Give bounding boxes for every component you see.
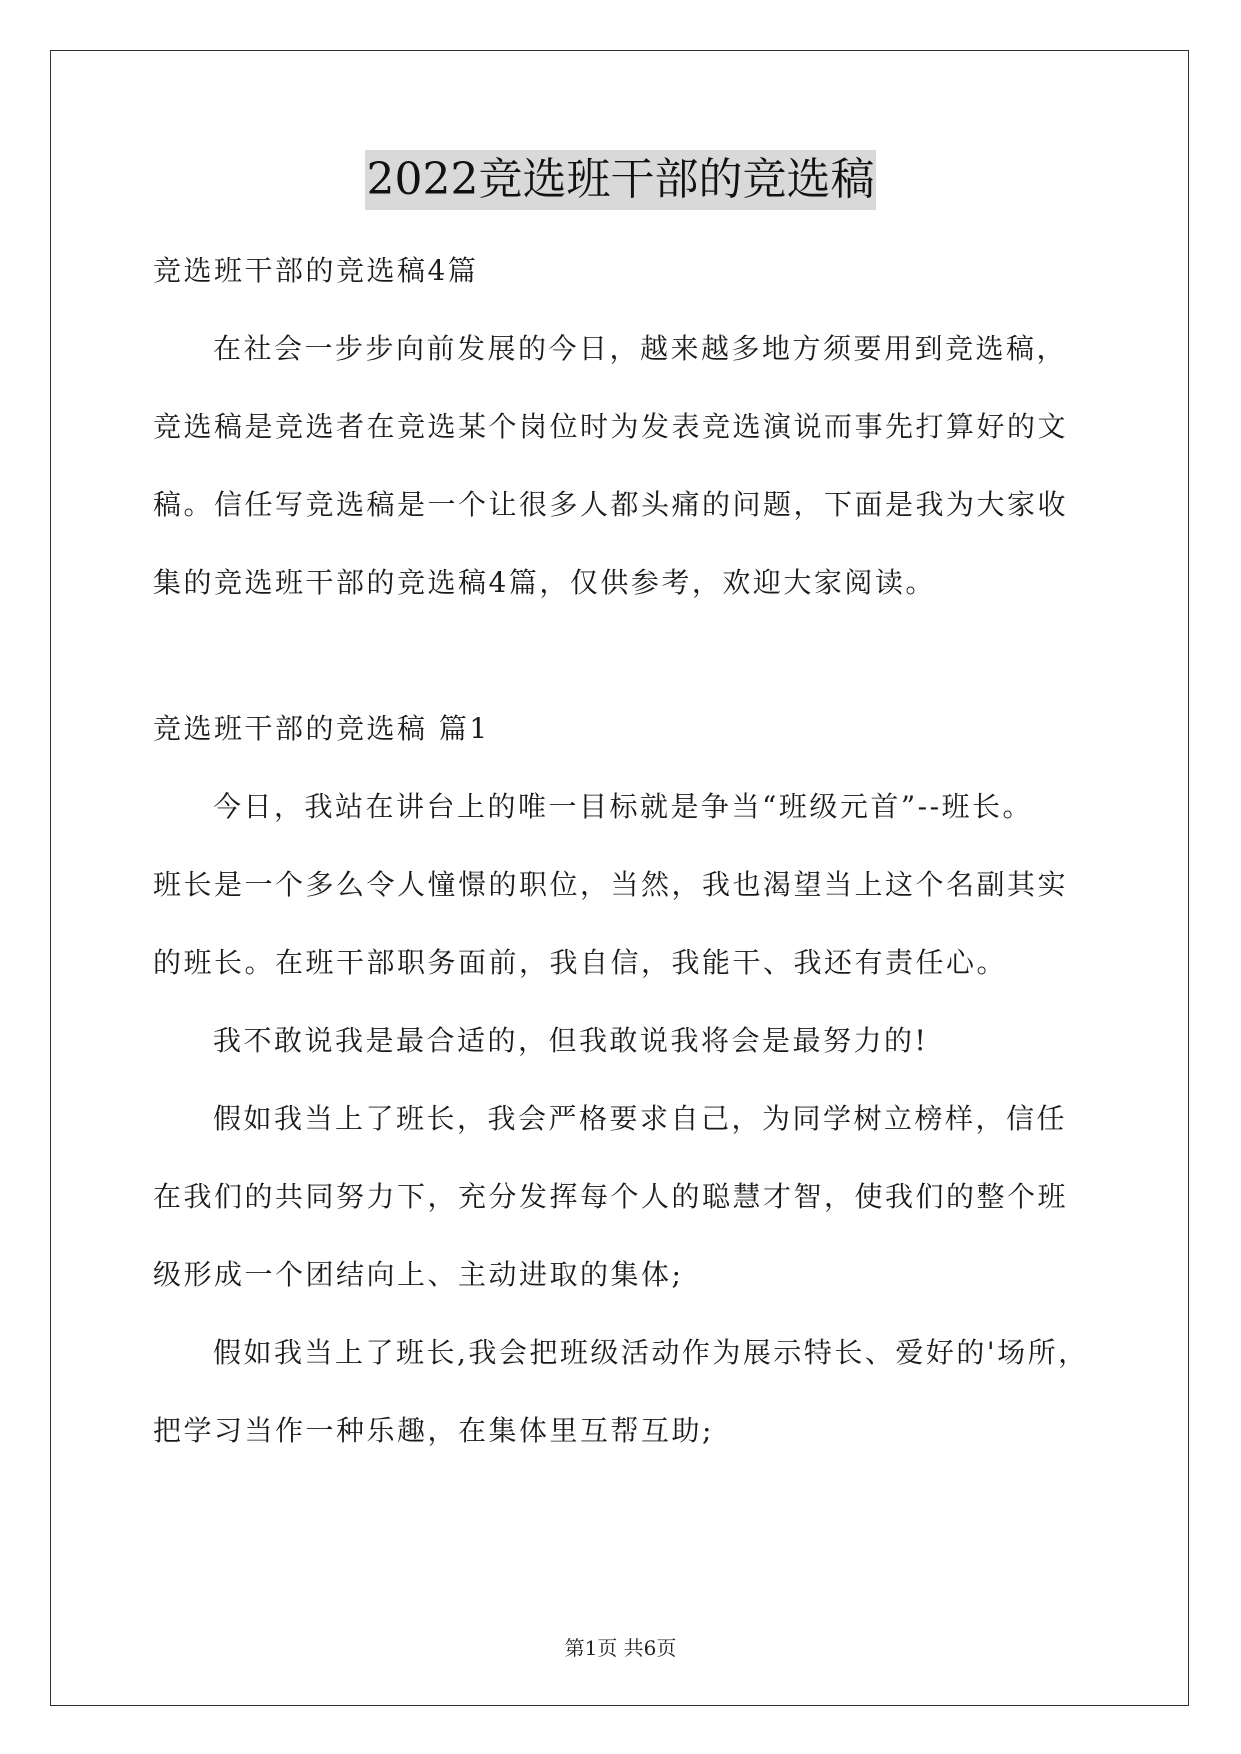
paragraph-line: 在我们的共同努力下，充分发挥每个人的聪慧才智，使我们的整个班 — [153, 1180, 1069, 1213]
paragraph-line: 级形成一个团结向上、主动进取的集体; — [153, 1258, 684, 1291]
intro-line: 稿。信任写竞选稿是一个让很多人都头痛的问题，下面是我为大家收 — [153, 488, 1069, 521]
section-spacer — [153, 622, 1093, 690]
document-body — [153, 232, 1093, 1470]
paragraph-line: 今日，我站在讲台上的唯一目标就是争当“班级元首”--班长。 — [213, 790, 1034, 823]
paragraph-line: 我不敢说我是最合适的，但我敢说我将会是最努力的! — [213, 1024, 929, 1057]
title-container — [0, 150, 1241, 210]
section-heading: 竞选班干部的竞选稿 篇1 — [153, 712, 490, 745]
intro-line: 在社会一步步向前发展的今日，越来越多地方须要用到竞选稿， — [213, 332, 1068, 365]
paragraph-line: 假如我当上了班长,我会把班级活动作为展示特长、爱好的'场所， — [213, 1336, 1089, 1369]
page-number-footer: 第1页 共6页 — [564, 1636, 677, 1660]
document-subtitle: 竞选班干部的竞选稿4篇 — [153, 254, 479, 287]
intro-line: 集的竞选班干部的竞选稿4篇，仅供参考，欢迎大家阅读。 — [153, 566, 936, 599]
paragraph-line: 班长是一个多么令人憧憬的职位，当然，我也渴望当上这个名副其实 — [153, 868, 1069, 901]
paragraph-line: 假如我当上了班长，我会严格要求自己，为同学树立榜样，信任 — [213, 1102, 1068, 1135]
paragraph-line: 的班长。在班干部职务面前，我自信，我能干、我还有责任心。 — [153, 946, 1008, 979]
document-title: 2022竞选班干部的竞选稿 — [365, 150, 877, 210]
paragraph-line: 把学习当作一种乐趣，在集体里互帮互助; — [153, 1414, 714, 1447]
intro-line: 竞选稿是竞选者在竞选某个岗位时为发表竞选演说而事先打算好的文 — [153, 410, 1069, 443]
